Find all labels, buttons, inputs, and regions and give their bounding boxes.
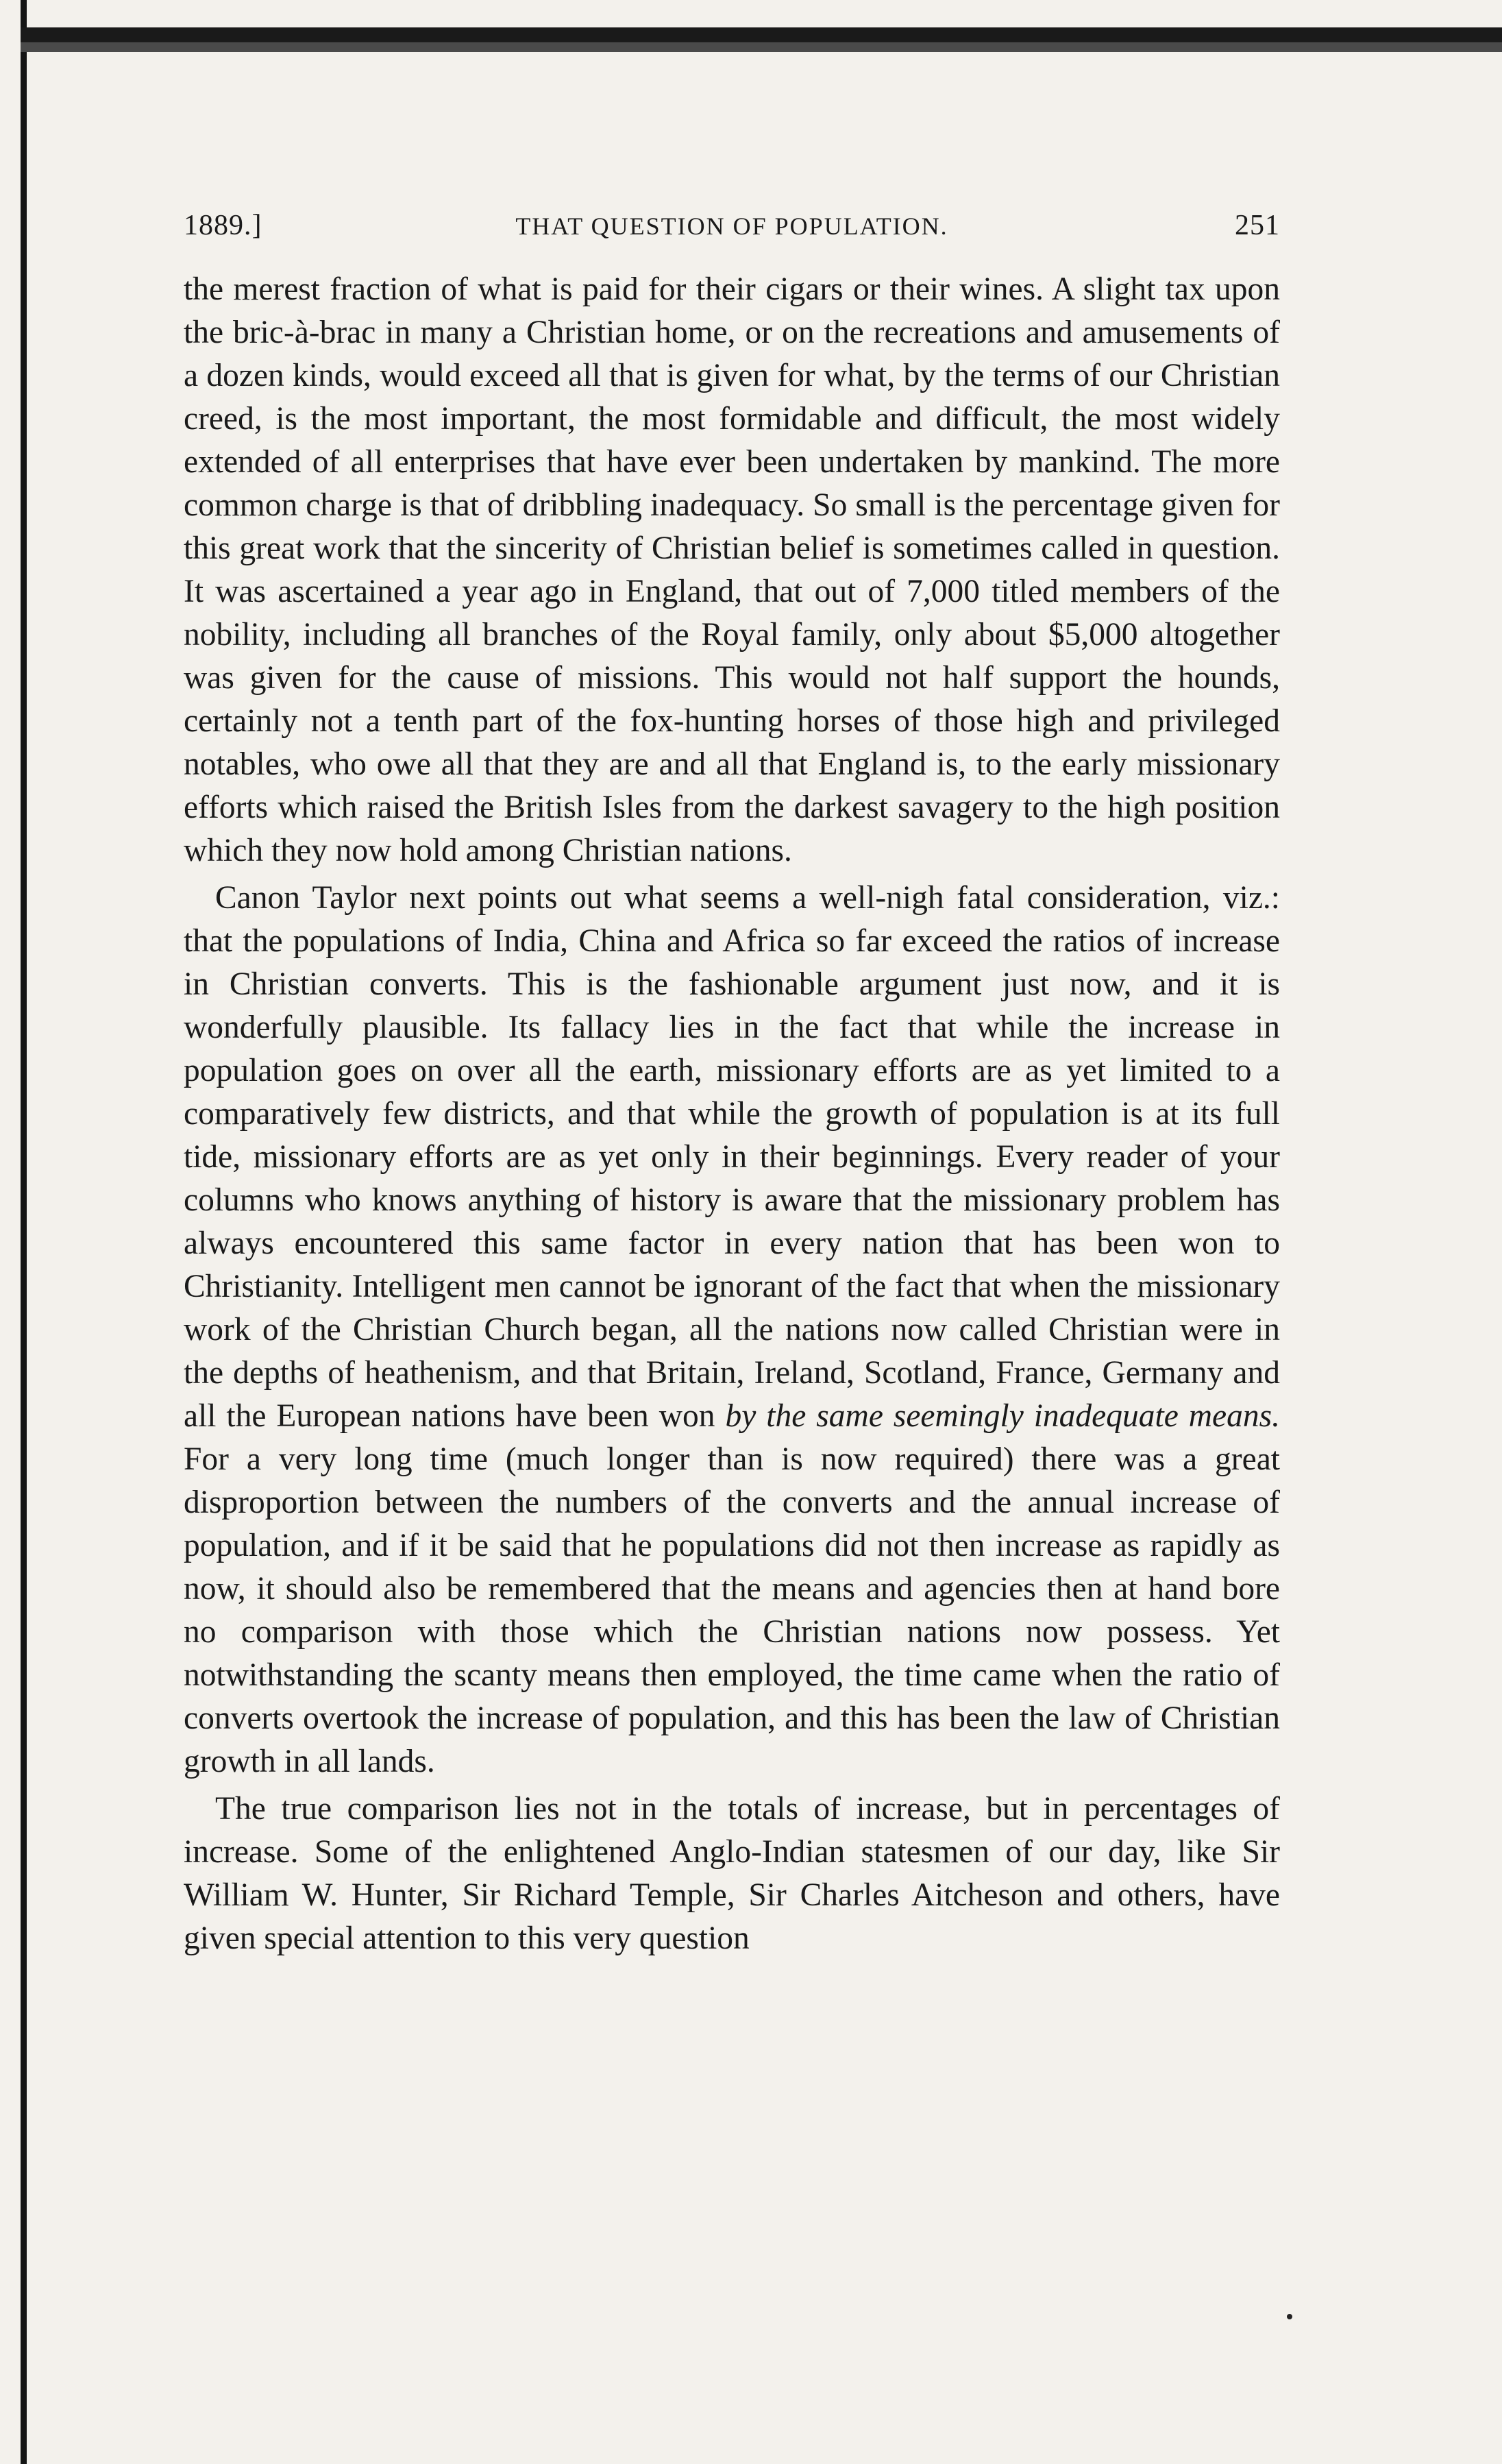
ink-speck: [1287, 2314, 1292, 2319]
page-edge-rule: [21, 0, 27, 2464]
paragraph-2-text-after: For a very long time (much longer than is now required) there was a great disproportion between the numbers of the converts and the annual increase of population, and if it be said that he populations did not then increase as rapidly as now, it should also be remembered that the means and agencies then at hand bore no comparison with those which the Christian nations now possess. Yet notwithstanding the scanty means then employed, the time came when the ratio of converts overtook the increase of population, and this has been the law of Christian growth in all lands.: [184, 1441, 1280, 1779]
article-body: [184, 268, 1280, 1960]
paragraph-1: the merest fraction of what is paid for their cigars or their wines. A slight tax upon the bric-à-brac in many a Christian home, or on the recreations and amusements of a dozen kinds, would exceed all that is given for what, by the terms of our Christian creed, is the most important, the most formidable and difficult, the most widely extended of all enterprises that have ever been undertaken by mankind. The more common charge is that of dribbling inadequacy. So small is the percentage given for this great work that the sincerity of Christian belief is sometimes called in question. It was ascertained a year ago in England, that out of 7,000 titled members of the nobility, including all branches of the Royal family, only about $5,000 altogether was given for the cause of missions. This would not half support the hounds, certainly not a tenth part of the fox-hunting horses of those high and privileged notables, who owe all that they are and all that England is, to the early missionary efforts which raised the British Isles from the darkest savagery to the high position which they now hold among Christian nations.: [184, 271, 1280, 868]
running-header: [184, 209, 1280, 257]
page-content: [184, 209, 1280, 1960]
paragraph-2-italic-phrase: by the same seemingly inadequate means.: [725, 1398, 1280, 1434]
page-number: 251: [1235, 210, 1280, 241]
paragraph-2: [184, 877, 1280, 1783]
paragraph-2-text-before: Canon Taylor next points out what seems a well-nigh fatal consideration, viz.: that the populations of India, China and Africa so far exceed the ratios of increase in Christian converts. This is the fashionable argument just now, and it is wonderfully plausible. Its fallacy lies in the fact that while the increase in population goes on over all the earth, missionary efforts are as yet limited to a comparatively few districts, and that while the growth of population is at its full tide, missionary efforts are as yet only in their beginnings. Every reader of your columns who knows anything of history is aware that the missionary problem has always encountered this same factor in every nation that has been won to Christianity. Intelligent men cannot be ignorant of the fact that when the missionary work of the Christian Church began, all the nations now called Christian were in the depths of heathenism, and that Britain, Ireland, Scotland, France, Germany and all the European nations have been won: [184, 880, 1280, 1434]
header-year: 1889.]: [184, 210, 262, 241]
header-title: THAT QUESTION OF POPULATION.: [515, 212, 948, 240]
scan-top-border: [21, 27, 1502, 52]
paragraph-3: The true comparison lies not in the totals of increase, but in percentages of increase. Some of the enlightened Anglo-Indian statesmen of our day, like Sir William W. Hunter, Sir Richard Temple, Sir Charles Aitcheson and others, have given special attention to this very question: [184, 1791, 1280, 1956]
